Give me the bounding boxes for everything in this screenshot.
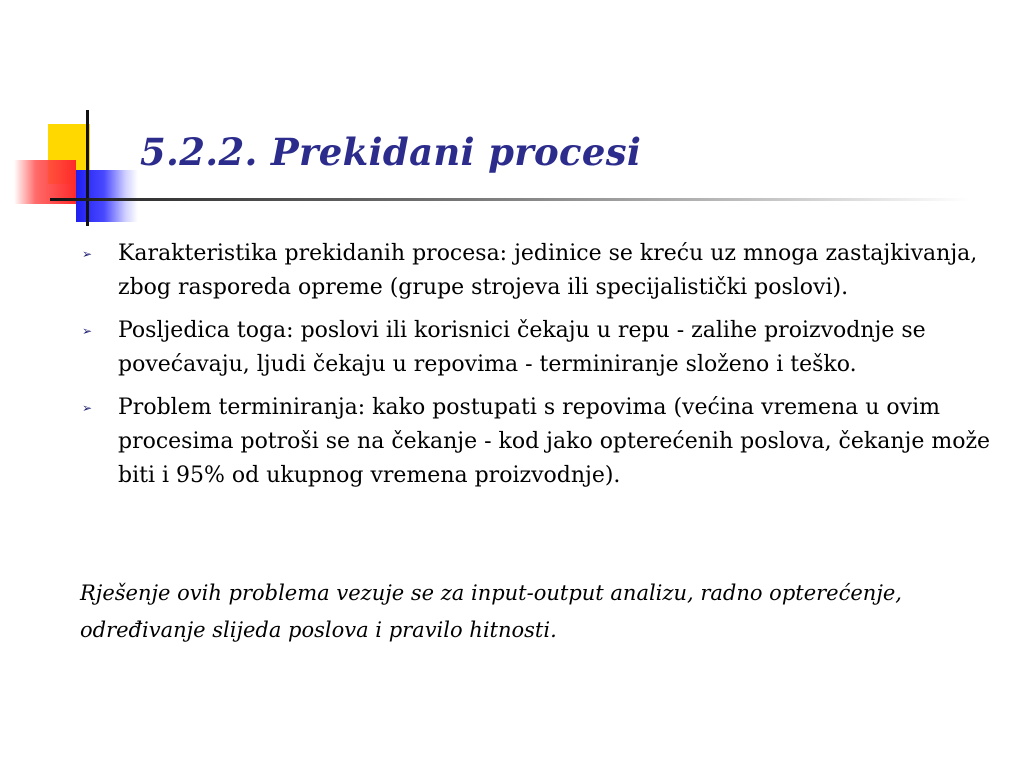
conclusion-text: Rješenje ovih problema vezuje se za input-output analizu, radno opterećenje, određivanje slijeda poslova i pravilo hitnosti. bbox=[80, 581, 902, 642]
bullet-text: Problem terminiranja: kako postupati s repovima (većina vremena u ovim procesima potroši se na čekanje - kod jako opterećenih poslova, čekanje može biti i 95% od ukupnog vremena proizvodnje). bbox=[118, 395, 991, 488]
bullet-list bbox=[80, 237, 1000, 502]
decorative-vertical-line bbox=[86, 110, 89, 226]
slide-title: 5.2.2. Prekidani procesi bbox=[140, 130, 642, 174]
arrowhead-bullet-icon: ➢ bbox=[82, 247, 93, 261]
bullet-text: Posljedica toga: poslovi ili korisnici čekaju u repu - zalihe proizvodnje se povećavaju, ljudi čekaju u repovima - terminiranje složeno i teško. bbox=[118, 318, 926, 377]
bullet-item bbox=[80, 314, 1000, 382]
title-underline bbox=[50, 198, 970, 201]
bullet-item bbox=[80, 237, 1000, 305]
arrowhead-bullet-icon: ➢ bbox=[82, 401, 93, 415]
bullet-text: Karakteristika prekidanih procesa: jedinice se kreću uz mnoga zastajkivanja, zbog rasporeda opreme (grupe strojeva ili specijalistički poslovi). bbox=[118, 241, 978, 300]
bullet-item bbox=[80, 391, 1000, 493]
arrowhead-bullet-icon: ➢ bbox=[82, 324, 93, 338]
